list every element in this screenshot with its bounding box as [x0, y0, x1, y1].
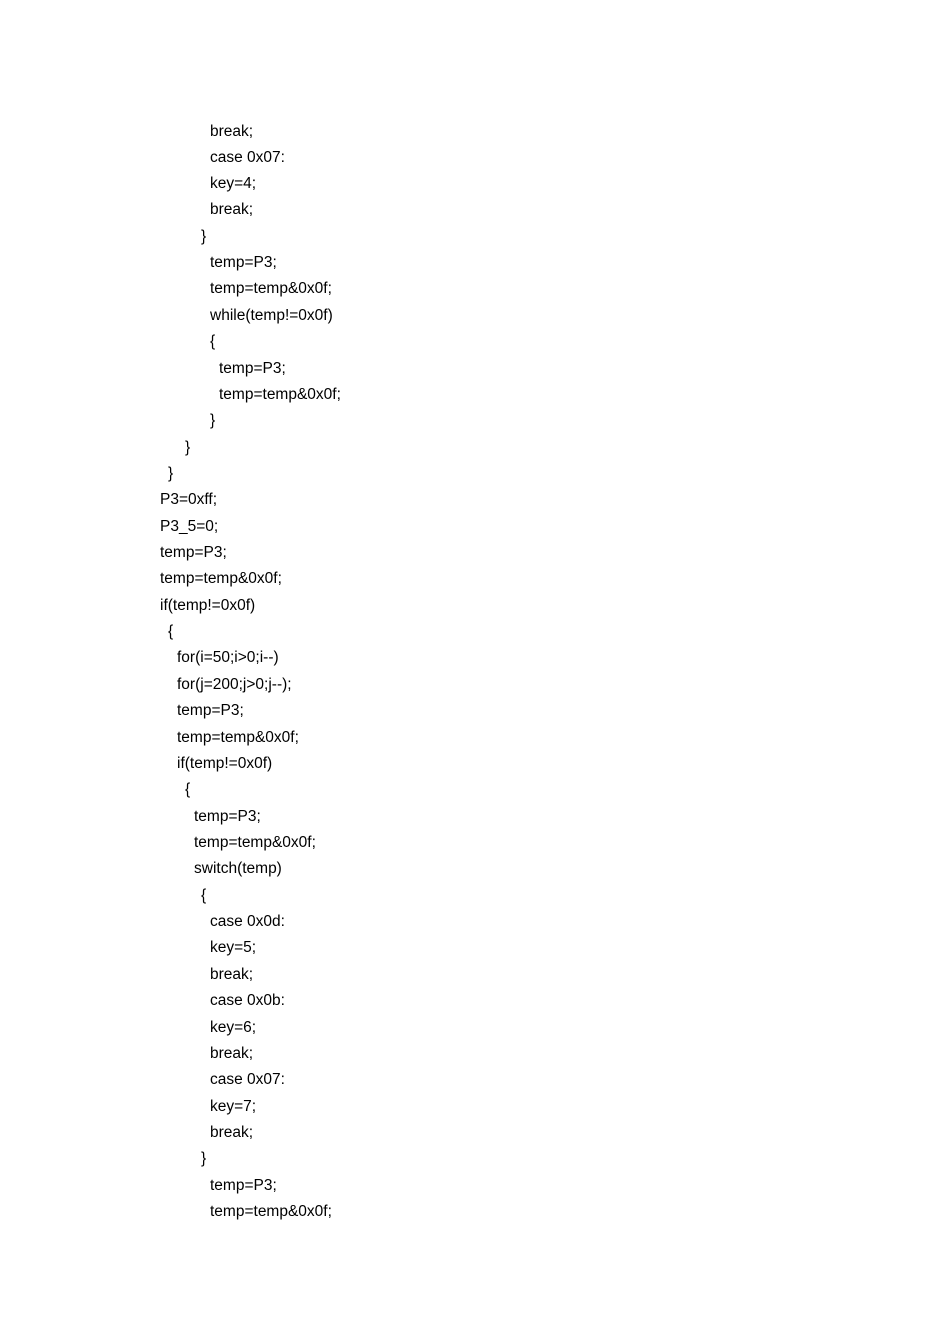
code-line: temp=P3;: [219, 360, 286, 377]
code-line: }: [201, 228, 207, 245]
code-line: case 0x0b:: [210, 992, 285, 1009]
code-line: case 0x0d:: [210, 913, 285, 930]
code-line: {: [210, 333, 216, 350]
code-line: temp=temp&0x0f;: [210, 280, 332, 297]
code-line: temp=temp&0x0f;: [177, 729, 299, 746]
code-line: switch(temp): [194, 860, 282, 877]
code-line: temp=P3;: [194, 808, 261, 825]
code-line: temp=P3;: [160, 544, 227, 561]
code-line: P3_5=0;: [160, 518, 219, 535]
code-line: key=5;: [210, 939, 257, 956]
code-line: }: [168, 465, 174, 482]
code-line: temp=temp&0x0f;: [210, 1203, 332, 1220]
code-line: break;: [210, 966, 254, 983]
code-line: temp=P3;: [210, 1177, 277, 1194]
code-line: }: [210, 412, 216, 429]
code-line: for(i=50;i>0;i--): [177, 649, 279, 666]
code-line: key=7;: [210, 1098, 257, 1115]
code-line: P3=0xff;: [160, 491, 218, 508]
code-line: if(temp!=0x0f): [177, 755, 273, 772]
code-line: if(temp!=0x0f): [160, 597, 256, 614]
code-line: while(temp!=0x0f): [210, 307, 333, 324]
code-line: break;: [210, 201, 254, 218]
code-line: {: [168, 623, 174, 640]
code-line: break;: [210, 1124, 254, 1141]
code-line: key=6;: [210, 1019, 257, 1036]
code-line: temp=temp&0x0f;: [194, 834, 316, 851]
code-line: {: [185, 781, 191, 798]
code-line: temp=temp&0x0f;: [160, 570, 282, 587]
code-line: for(j=200;j>0;j--);: [177, 676, 292, 693]
code-line: temp=temp&0x0f;: [219, 386, 341, 403]
code-line: break;: [210, 1045, 254, 1062]
code-line: temp=P3;: [177, 702, 244, 719]
code-line: temp=P3;: [210, 254, 277, 271]
code-line: }: [201, 1150, 207, 1167]
code-line: break;: [210, 123, 254, 140]
code-line: key=4;: [210, 175, 257, 192]
code-line: case 0x07:: [210, 1071, 285, 1088]
code-line: {: [201, 887, 207, 904]
code-line: case 0x07:: [210, 149, 285, 166]
code-line: }: [185, 439, 191, 456]
